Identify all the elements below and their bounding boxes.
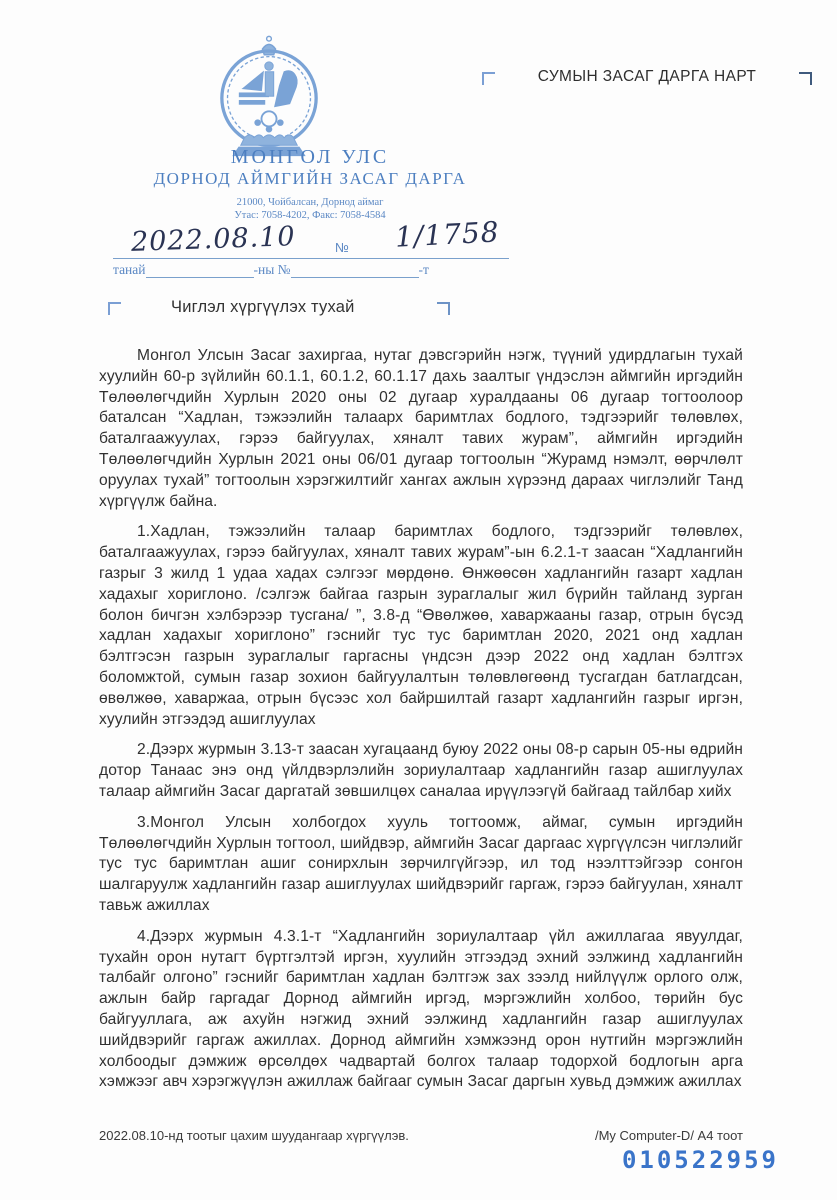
letterhead-country: МОНГОЛ УЛС — [230, 146, 390, 168]
blank-underline — [146, 263, 254, 278]
recipient-row — [482, 68, 812, 86]
corner-bracket-left-icon — [482, 72, 495, 85]
subject-row — [108, 298, 450, 317]
recipient-title: СУМЫН ЗАСАГ ДАРГА НАРТ — [537, 68, 757, 85]
letterhead-address-line2: Утас: 7058-4202, Факс: 7058-4584 — [234, 210, 386, 221]
letterhead-office: ДОРНОД АЙМГИЙН ЗАСАГ ДАРГА — [153, 169, 467, 188]
your-reference-line — [113, 262, 513, 278]
paragraph-point-2: 2.Дээрх журмын 3.13-т заасан хугацаанд буюу 2022 оны 08-р сарын 05-ны өдрийн дотор Танаас энэ онд үйлдвэрлэлийн зориулалтаар хадлангийн газар ашиглуулах талаар аймгийн Засаг даргатай зөвшилцөх саналаа ирүүлээгүй байгаад тайлбар хийх — [99, 741, 743, 800]
blank-underline — [291, 263, 419, 278]
file-location-note: /My Computer-D/ А4 тоот — [594, 1128, 743, 1143]
registration-stamp-number: 010522959 — [621, 1146, 779, 1174]
number-symbol: № — [335, 240, 349, 255]
delivery-note: 2022.08.10-нд тоотыг цахим шуудангаар хүргүүлэв. — [99, 1128, 409, 1143]
footer-row — [99, 1128, 743, 1143]
paragraph-point-1: 1.Хадлан, тэжээлийн талаар баримтлах бодлого, тэдгээрийг төлөвлөх, баталгаажуулах, гэрээ байгуулах, хяналт тавих журам”-ын 6.2.1-т заасан “Хадлангийн газрыг 3 жилд 1 удаа хадах сэлгээг мөрдөнө. Өнжөөсөн хадлангийн газарт хадлан хадахыг хориглоно. /сэлгэж байгаа газрын зураглалыг жил бүрийн тайланд зурган болон бичгэн хэлбэрээр тусгана/ ”, 3.8-д “Өвөлжөө, хаваржааны газар, отрын бүсэд хадлан хадахыг хориглоно” гэснийг тус тус баримтлан 2020, 2021 онд хадлан бэлтгэсэн газрын зураглалыг гаргасны үндсэн дээр 2022 онд хадлан бэлтгэх боломжтой, сумын газар зохион байгуулалтын төлөвлөгөөнд тусгагдан батлагдсан, өвөлжөө, хаваржаа, отрын бүсээс хол байршилтай газарт хадлангийн газрыг иргэн, хуулийн этгээдэд ашиглуулах — [99, 523, 743, 728]
letterhead-address-line1: 21000, Чойбалсан, Дорнод аймаг — [236, 197, 384, 208]
corner-bracket-right-icon — [437, 302, 450, 315]
paragraph-point-4: 4.Дээрх журмын 4.3.1-т “Хадлангийн зориулалтаар үйл ажиллагаа явуулдаг, тухайн орон нутагт бүртгэлтэй иргэн, хуулийн этгээдэд эхний ээлжинд хадлангийн талбайг олгоно” гэснийг баримтлан хадлан бэлтгэж зах зээлд нийлүүлж орлого олж, ажлын байр гаргадаг Дорнод аймгийн иргэд, мэргэжлийн холбоо, төрийн бус байгууллага, аж ахуйн нэгжид эхний ээлжинд хадлангийн газар ашиглуулах шийдвэрийг гаргаж ажиллах. Дорнод аймгийн хэмжээнд орон нутгийн мэргэжлийн холбоодыг дэмжиж өрсөлдөх чадвартай болгох талаар тодорхой бодлогын арга хэмжээг авч хэрэгжүүлэн ажиллаж байгааг сумын Засаг даргын хувьд дэмжиж ажиллах — [99, 927, 743, 1091]
your-ref-middle: -ны № — [253, 262, 291, 277]
corner-bracket-left-icon — [108, 302, 121, 315]
paragraph-point-3: 3.Монгол Улсын холбогдох хууль тогтоомж, аймаг, сумын иргэдийн Төлөөлөгчдийн Хурлын тогтоол, шийдвэр, аймгийн Засаг даргаас хүргүүлсэн чиглэлийг тус тус баримтлан ашиг сонирхлын зөрчилгүйгээр, ил тод нээлттэйгээр сонгон шалгаруулж хадлангийн газар ашиглуулах шийдвэрийг гаргаж, гэрээ байгуулан, хяналт тавьж ажиллах — [99, 813, 743, 914]
letter-body — [99, 346, 743, 1103]
your-ref-suffix: -т — [418, 262, 429, 277]
your-ref-prefix: танай — [113, 262, 146, 277]
handwritten-date: 2022.08.10 — [130, 221, 297, 258]
corner-bracket-right-icon — [799, 72, 812, 85]
subject-title: Чиглэл хүргүүлэх тухай — [171, 298, 355, 316]
handwritten-ref-number: 1/1758 — [394, 215, 501, 254]
paragraph-intro: Монгол Улсын Засаг захиргаа, нутаг дэвсгэрийн нэгж, түүний удирдлагын тухай хуулийн 60-р зүйлийн 60.1.1, 60.1.2, 60.1.17 дахь заалтыг үндэслэн аймгийн иргэдийн Төлөөлөгчдийн Хурлын 2020 оны 02 дугаар хуралдааны 06 дугаар тогтоолоор баталсан “Хадлан, тэжээлийн талаарх баримтлах бодлого, тэдгээрийг төлөвлөх, баталгаажуулах, гэрээ байгуулах, хяналт тавих журам”, аймгийн иргэдийн Төлөөлөгчдийн Хурлын 2021 оны 06/01 дугаар тогтоолын “Журамд нэмэлт, өөрчлөлт оруулах тухай” тогтоолын хэрэгжилтийг хангах ажлын хүрээнд дараах чиглэлийг Танд хүргүүлж байна. — [99, 347, 743, 510]
letterhead — [120, 146, 500, 222]
